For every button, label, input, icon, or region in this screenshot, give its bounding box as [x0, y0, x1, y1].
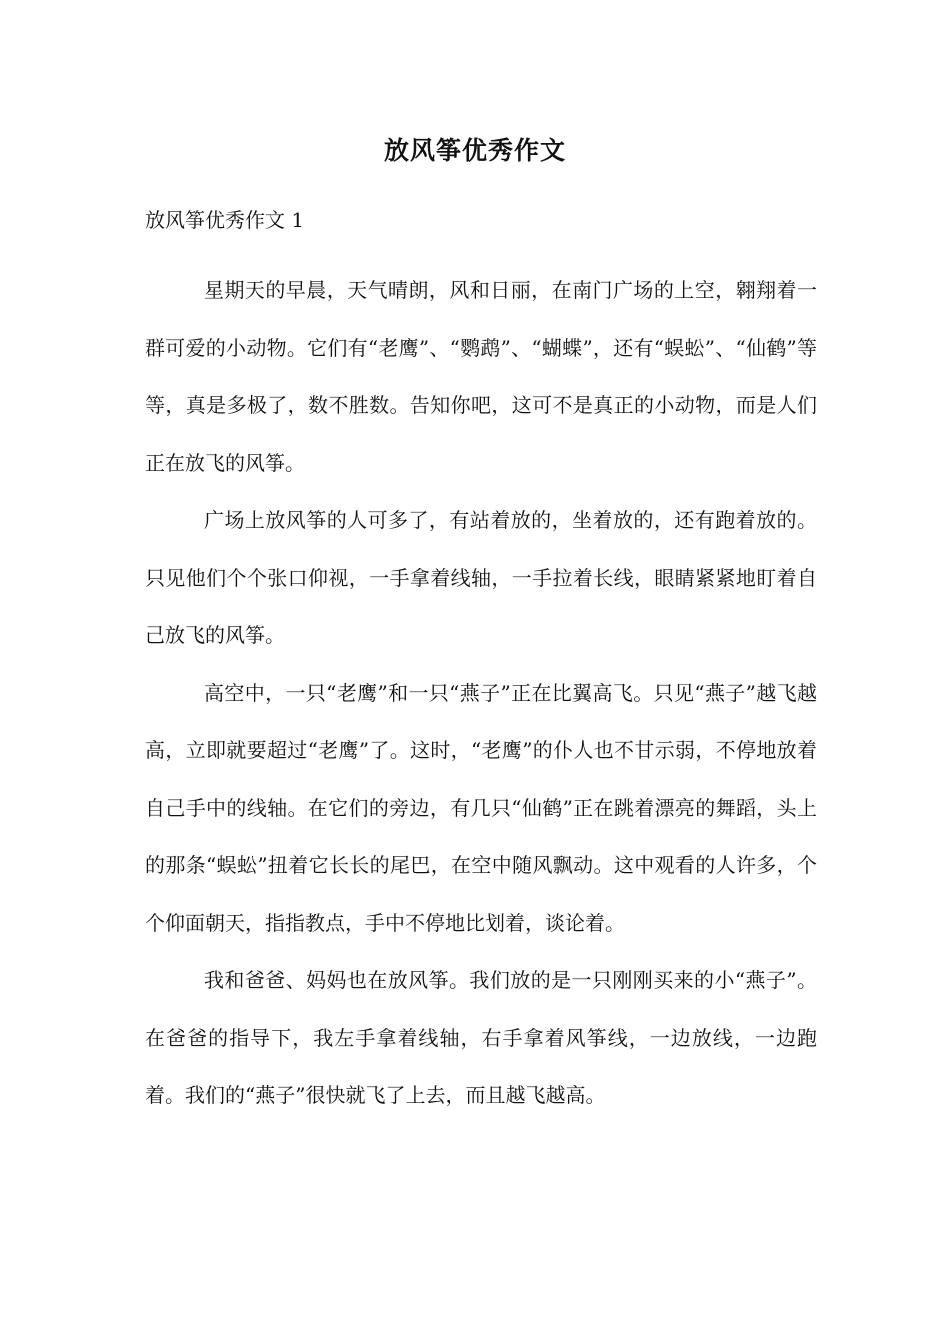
paragraph-4: 我和爸爸、妈妈也在放风筝。我们放的是一只刚刚买来的小“燕子”。在爸爸的指导下，我左手拿着线轴，右手拿着风筝线，一边放线，一边跑着。我们的“燕子”很快就飞了上去，而且越飞越高。 — [145, 968, 817, 1107]
paragraph-2: 广场上放风筝的人可多了，有站着放的，坐着放的，还有跑着放的。只见他们个个张口仰视，一手拿着线轴，一手拉着长线，眼睛紧紧地盯着自己放飞的风筝。 — [145, 508, 817, 647]
document-title: 放风筝优秀作文 — [383, 136, 566, 165]
section-heading: 放风筝优秀作文 1 — [145, 208, 305, 232]
paragraph-1: 星期天的早晨，天气晴朗，风和日丽，在南门广场的上空，翱翔着一群可爱的小动物。它们有“老鹰”、“鹦鹉”、“蝴蝶”，还有“蜈蚣”、“仙鹤”等等，真是多极了，数不胜数。告知你吧，这可不是真正的小动物，而是人们正在放飞的风筝。 — [145, 278, 817, 475]
document-body — [145, 262, 817, 1125]
paragraph-3: 高空中，一只“老鹰”和一只“燕子”正在比翼高飞。只见“燕子”越飞越高，立即就要超过“老鹰”了。这时，“老鹰”的仆人也不甘示弱，不停地放着自己手中的线轴。在它们的旁边，有几只“仙鹤”正在跳着漂亮的舞蹈，头上的那条“蜈蚣”扭着它长长的尾巴，在空中随风飘动。这中观看的人许多，个个仰面朝天，指指教点，手中不停地比划着，谈论着。 — [145, 680, 817, 935]
